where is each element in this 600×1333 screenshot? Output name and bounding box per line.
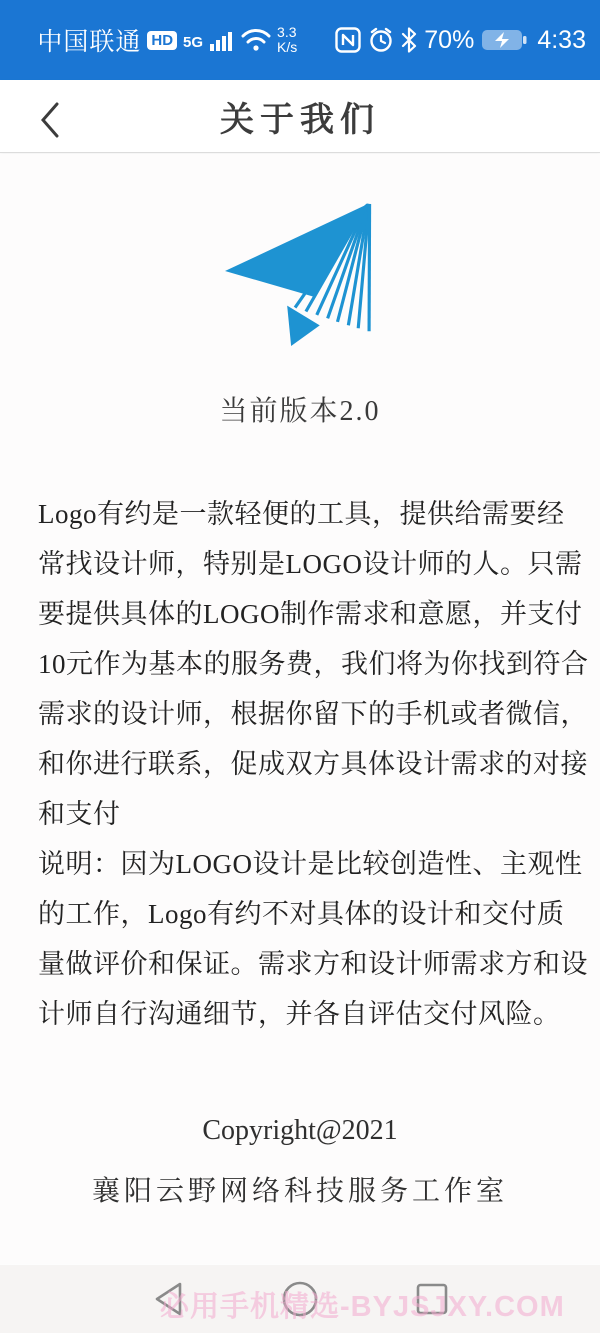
paragraph-line: 常找设计师，特别是LOGO设计师的人。只需: [38, 549, 583, 579]
nav-back-triangle-icon: [152, 1281, 184, 1317]
about-paragraph: [38, 489, 589, 1039]
nav-back-button[interactable]: [148, 1279, 188, 1319]
copyright-label: Copyright@2021: [202, 1115, 398, 1146]
status-bar-left: [37, 22, 297, 58]
carrier-label: 中国联通: [37, 28, 142, 56]
paragraph-line: 要提供具体的LOGO制作需求和意愿，并支付: [38, 599, 583, 629]
chevron-left-icon: [38, 101, 62, 139]
paragraph-line: 说明：因为LOGO设计是比较创造性、主观性: [38, 849, 583, 879]
speed-value: 3.3: [277, 24, 297, 40]
status-bar-right: [335, 26, 586, 55]
clock-time-label: 4:33: [537, 25, 586, 54]
paper-plane-icon: [225, 199, 375, 349]
battery-icon: [481, 28, 527, 52]
paragraph-line: Logo有约是一款轻便的工具，提供给需要经: [38, 499, 565, 529]
status-bar: [0, 0, 600, 80]
paragraph-line: 需求的设计师，根据你留下的手机或者微信，: [38, 699, 588, 729]
watermark-label: 必用手机精选-BYJSJXY.COM: [160, 1291, 565, 1323]
nfc-icon: [335, 27, 361, 53]
studio-name-label: 襄阳云野网络科技服务工作室: [91, 1176, 508, 1207]
about-content: [0, 154, 600, 1264]
paragraph-line: 和支付: [38, 799, 121, 829]
app-logo: [225, 199, 375, 349]
nav-home-circle-icon: [281, 1280, 319, 1318]
network-speed: [277, 25, 297, 55]
header: [0, 80, 600, 153]
nav-home-button[interactable]: [280, 1279, 320, 1319]
page-title: 关于我们: [220, 102, 380, 139]
alarm-icon: [368, 27, 394, 53]
wifi-icon: [241, 28, 271, 52]
nav-recents-button[interactable]: [412, 1279, 452, 1319]
paragraph-line: 10元作为基本的服务费，我们将为你找到符合: [38, 649, 589, 679]
version-label: 当前版本2.0: [219, 396, 381, 427]
paragraph-line: 量做评价和保证。需求方和设计师需求方和设: [38, 949, 588, 979]
paragraph-line: 的工作，Logo有约不对具体的设计和交付质: [38, 899, 565, 929]
speed-unit: K/s: [277, 39, 298, 55]
nav-recents-square-icon: [415, 1282, 449, 1316]
bluetooth-icon: [401, 27, 417, 53]
paragraph-line: 和你进行联系，促成双方具体设计需求的对接: [38, 749, 588, 779]
hd-badge: HD: [147, 31, 177, 50]
paragraph-line: 计师自行沟通细节，并各自评估交付风险。: [38, 999, 561, 1029]
back-button[interactable]: [28, 98, 72, 142]
battery-percent-label: 70%: [424, 25, 475, 54]
signal-bars-icon: [209, 28, 235, 52]
android-nav-bar: [0, 1265, 600, 1333]
network-type-label: 5G: [183, 34, 204, 51]
